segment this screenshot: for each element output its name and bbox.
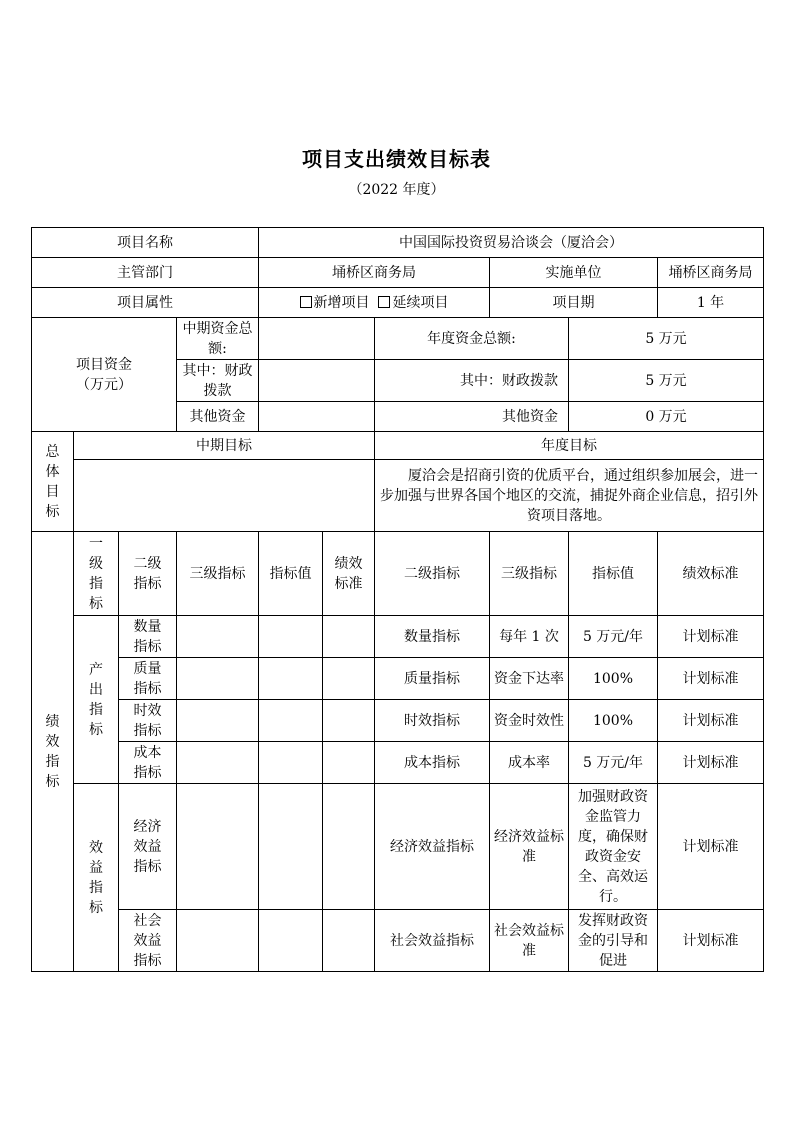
left-level2: 社会效益指标	[119, 910, 177, 972]
period-label: 项目期	[490, 288, 658, 318]
left-standard-empty	[323, 910, 375, 972]
right-value: 加强财政资金监管力度，确保财政资金安全、高效运行。	[569, 784, 658, 910]
left-value-empty	[259, 742, 323, 784]
hdr-level3-right: 三级指标	[490, 532, 569, 616]
year-other-label: 其他资金	[375, 402, 569, 432]
right-value: 100%	[569, 658, 658, 700]
mid-other-value	[259, 402, 375, 432]
left-value-empty	[259, 784, 323, 910]
page-title: 项目支出绩效目标表	[302, 147, 491, 171]
perf-label: 绩效指标	[32, 532, 74, 972]
output-label: 产出指标	[74, 616, 119, 784]
right-level2: 质量指标	[375, 658, 490, 700]
left-level2: 时效指标	[119, 700, 177, 742]
right-standard: 计划标准	[658, 910, 764, 972]
page-subtitle: （2022 年度）	[348, 182, 445, 198]
left-level3-empty	[177, 784, 259, 910]
period-value: 1 年	[658, 288, 764, 318]
funds-label: 项目资金（万元）	[32, 318, 177, 432]
left-standard-empty	[323, 784, 375, 910]
right-level2: 社会效益指标	[375, 910, 490, 972]
right-level3: 社会效益标准	[490, 910, 569, 972]
table-row	[32, 616, 764, 658]
mid-fiscal-value	[259, 360, 375, 402]
right-level2: 数量指标	[375, 616, 490, 658]
right-standard: 计划标准	[658, 742, 764, 784]
table-row	[32, 784, 764, 910]
hdr-value-left: 指标值	[259, 532, 323, 616]
left-level3-empty	[177, 742, 259, 784]
right-level3: 资金下达率	[490, 658, 569, 700]
hdr-level2-right: 二级指标	[375, 532, 490, 616]
impl-label: 实施单位	[490, 258, 658, 288]
right-level3: 每年 1 次	[490, 616, 569, 658]
right-value: 5 万元/年	[569, 742, 658, 784]
dept-value: 埇桥区商务局	[259, 258, 490, 288]
left-value-empty	[259, 700, 323, 742]
right-standard: 计划标准	[658, 784, 764, 910]
left-level3-empty	[177, 616, 259, 658]
attr-options	[259, 288, 490, 318]
mid-total-value	[259, 318, 375, 360]
table-row	[32, 742, 764, 784]
left-standard-empty	[323, 658, 375, 700]
left-level2: 质量指标	[119, 658, 177, 700]
left-level2: 数量指标	[119, 616, 177, 658]
mid-fiscal-label: 其中：财政拨款	[177, 360, 259, 402]
right-level3: 成本率	[490, 742, 569, 784]
continued-project-checkbox	[378, 296, 390, 308]
right-level3: 资金时效性	[490, 700, 569, 742]
left-value-empty	[259, 910, 323, 972]
left-standard-empty	[323, 700, 375, 742]
project-name-label: 项目名称	[32, 228, 259, 258]
mid-goal-header: 中期目标	[74, 432, 375, 460]
impl-value: 埇桥区商务局	[658, 258, 764, 288]
right-level2: 经济效益指标	[375, 784, 490, 910]
right-standard: 计划标准	[658, 658, 764, 700]
mid-goal-text	[74, 460, 375, 532]
hdr-standard-left: 绩效标准	[323, 532, 375, 616]
new-project-checkbox	[300, 296, 312, 308]
attr-label: 项目属性	[32, 288, 259, 318]
table-row	[32, 700, 764, 742]
hdr-value-right: 指标值	[569, 532, 658, 616]
mid-total-label: 中期资金总额:	[177, 318, 259, 360]
right-standard: 计划标准	[658, 700, 764, 742]
year-total-label: 年度资金总额:	[375, 318, 569, 360]
year-total-value: 5 万元	[569, 318, 764, 360]
right-value: 5 万元/年	[569, 616, 658, 658]
performance-goal-table	[31, 227, 764, 972]
table-row	[32, 658, 764, 700]
project-name-value: 中国国际投资贸易洽谈会（厦洽会）	[259, 228, 764, 258]
year-fiscal-label: 其中：财政拨款	[375, 360, 569, 402]
right-level3: 经济效益标准	[490, 784, 569, 910]
left-standard-empty	[323, 616, 375, 658]
hdr-level1: 一级指标	[74, 532, 119, 616]
hdr-standard-right: 绩效标准	[658, 532, 764, 616]
year-goal-header: 年度目标	[375, 432, 764, 460]
year-other-value: 0 万元	[569, 402, 764, 432]
right-standard: 计划标准	[658, 616, 764, 658]
dept-label: 主管部门	[32, 258, 259, 288]
left-level3-empty	[177, 910, 259, 972]
right-value: 发挥财政资金的引导和促进	[569, 910, 658, 972]
left-standard-empty	[323, 742, 375, 784]
left-value-empty	[259, 658, 323, 700]
right-value: 100%	[569, 700, 658, 742]
continued-project-label: 延续项目	[392, 294, 449, 311]
year-goal-text: 厦洽会是招商引资的优质平台，通过组织参加展会，进一步加强与世界各国个地区的交流，捕捉外商企业信息，招引外资项目落地。	[375, 460, 764, 532]
right-level2: 成本指标	[375, 742, 490, 784]
benefit-label: 效益指标	[74, 784, 119, 972]
hdr-level2-left: 二级指标	[119, 532, 177, 616]
left-value-empty	[259, 616, 323, 658]
left-level2: 成本指标	[119, 742, 177, 784]
new-project-label: 新增项目	[313, 294, 370, 311]
overall-goal-label: 总体目标	[32, 432, 74, 532]
mid-other-label: 其他资金	[177, 402, 259, 432]
right-level2: 时效指标	[375, 700, 490, 742]
year-fiscal-value: 5 万元	[569, 360, 764, 402]
table-row	[32, 910, 764, 972]
hdr-level3-left: 三级指标	[177, 532, 259, 616]
left-level2: 经济效益指标	[119, 784, 177, 910]
left-level3-empty	[177, 700, 259, 742]
left-level3-empty	[177, 658, 259, 700]
